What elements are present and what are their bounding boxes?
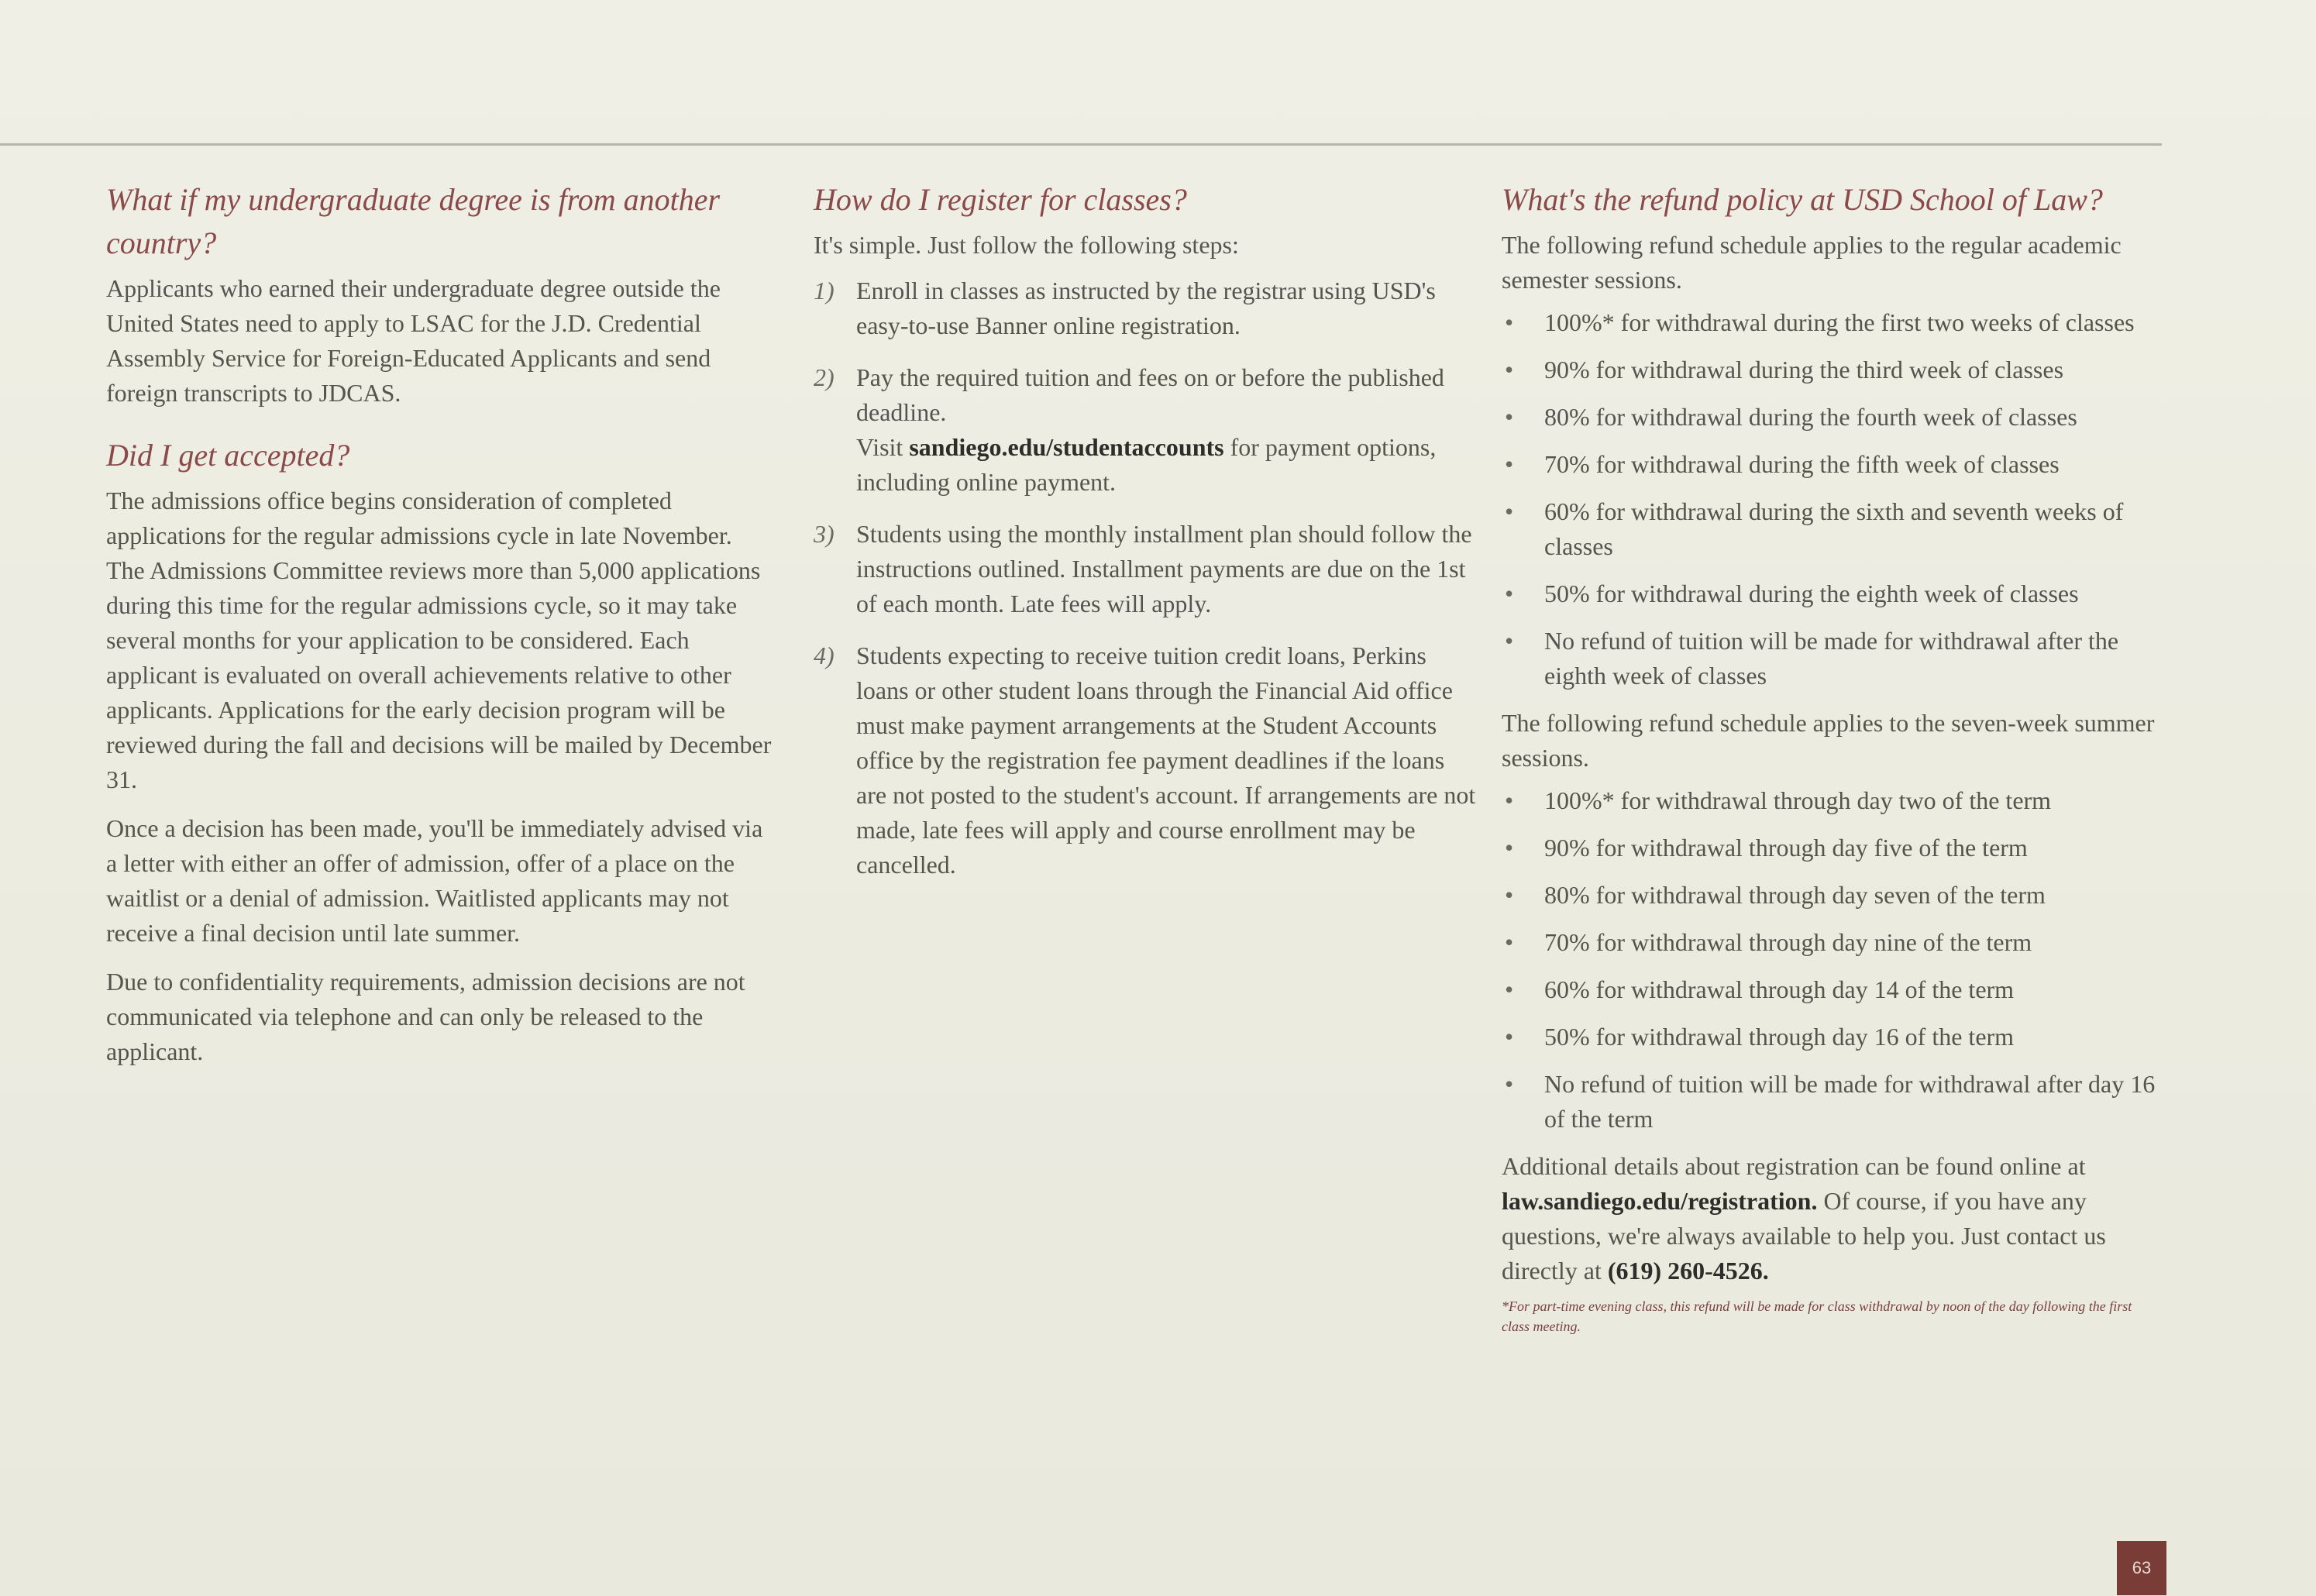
step-text: for payment options, including online payment. — [856, 433, 1437, 496]
step-number: 2) — [814, 363, 835, 391]
step-text: Enroll in classes as instructed by the registrar using USD's easy-to-use Banner online registration. — [856, 277, 1436, 339]
step-number: 4) — [814, 641, 835, 669]
bullet-icon: • — [1505, 881, 1514, 909]
refund-item: • 70% for withdrawal during the fifth week of classes — [1502, 447, 2160, 482]
step-item — [814, 517, 1476, 621]
bullet-icon: • — [1505, 627, 1514, 655]
bullet-icon: • — [1505, 308, 1514, 336]
para-foreign-degree: Applicants who earned their undergraduate degree outside the United States need to apply to LSAC for the J.D. Credential Assembly Service for Foreign-Educated Applicants and send foreign transcripts to JDCAS. — [106, 274, 721, 407]
heading-accepted: Did I get accepted? — [106, 438, 350, 473]
step-number: 1) — [814, 277, 835, 304]
step-text: Visit — [856, 433, 903, 461]
register-intro: It's simple. Just follow the following steps: — [814, 231, 1239, 259]
registration-link[interactable]: law.sandiego.edu/registration. — [1502, 1187, 1818, 1215]
phone-number[interactable]: (619) 260-4526. — [1607, 1257, 1769, 1285]
bullet-icon: • — [1505, 497, 1514, 525]
bullet-icon: • — [1505, 928, 1514, 956]
heading-refund: What's the refund policy at USD School of Law? — [1502, 182, 2103, 217]
refund-item: • 70% for withdrawal through day nine of the term — [1502, 925, 2160, 960]
bullet-icon: • — [1505, 1070, 1514, 1098]
step-number: 3) — [814, 520, 835, 548]
refund-item: • 100%* for withdrawal during the first two weeks of classes — [1502, 305, 2160, 340]
register-steps — [814, 273, 1476, 882]
bullet-icon: • — [1505, 975, 1514, 1003]
heading-foreign-degree: What if my undergraduate degree is from another country? — [106, 182, 721, 260]
refund-list-summer — [1502, 783, 2160, 1137]
para-decision: Once a decision has been made, you'll be immediately advised via a letter with either an offer of admission, offer of a place on the waitlist or a denial of admission. Waitlisted applicants may not receive a final decision until late summer. — [106, 814, 763, 947]
refund-footnote: *For part-time evening class, this refund will be made for class withdrawal by noon of the day following the first class meeting. — [1502, 1298, 2132, 1334]
bullet-icon: • — [1505, 786, 1514, 814]
para-admissions-review: The admissions office begins consideration of completed applications for the regular admissions cycle in late November. The Admissions Committee reviews more than 5,000 applications during this time for the regular admissions cycle, so it may take several months for your application to be considered. Each applicant is evaluated on overall achievements relative to other applicants. Applications for the early decision program will be reviewed during the fall and decisions will be mailed by December 31. — [106, 487, 772, 793]
refund-item: • 90% for withdrawal during the third week of classes — [1502, 353, 2160, 387]
heading-register: How do I register for classes? — [814, 182, 1187, 217]
refund-intro-semester: The following refund schedule applies to the regular academic semester sessions. — [1502, 231, 2122, 294]
top-divider — [0, 143, 2162, 146]
bullet-icon: • — [1505, 580, 1514, 607]
refund-item: • 80% for withdrawal through day seven of the term — [1502, 878, 2160, 913]
student-accounts-link[interactable]: sandiego.edu/studentaccounts — [909, 433, 1224, 461]
registration-closing: Additional details about registration can be found online at law.sandiego.edu/registration. Of course, if you have any questions, we're always available to help you. Just contact us directly at (619) 260-4526. — [1502, 1152, 2106, 1285]
refund-item: • 60% for withdrawal through day 14 of the term — [1502, 972, 2160, 1007]
column-admissions — [106, 178, 773, 1083]
refund-item: • No refund of tuition will be made for withdrawal after day 16 of the term — [1502, 1067, 2160, 1137]
bullet-icon: • — [1505, 1023, 1514, 1051]
refund-item: • 60% for withdrawal during the sixth and seventh weeks of classes — [1502, 494, 2160, 564]
step-item — [814, 638, 1476, 882]
refund-intro-summer: The following refund schedule applies to the seven-week summer sessions. — [1502, 709, 2155, 772]
refund-item: • 100%* for withdrawal through day two of the term — [1502, 783, 2160, 818]
step-text: Students expecting to receive tuition credit loans, Perkins loans or other student loans through the Financial Aid office must make payment arrangements at the Student Accounts office by the registration fee payment deadlines if the loans are not posted to the student's account. If arrangements are not made, late fees will apply and course enrollment may be cancelled. — [856, 641, 1476, 879]
refund-item: • 50% for withdrawal through day 16 of the term — [1502, 1020, 2160, 1054]
bullet-icon: • — [1505, 403, 1514, 431]
bullet-icon: • — [1505, 834, 1514, 862]
step-item — [814, 360, 1476, 500]
column-refund — [1502, 178, 2160, 1336]
page-number-badge: 63 — [2117, 1541, 2166, 1595]
refund-list-semester — [1502, 305, 2160, 693]
column-registration — [814, 178, 1476, 899]
step-item — [814, 273, 1476, 343]
refund-item: • No refund of tuition will be made for withdrawal after the eighth week of classes — [1502, 624, 2160, 693]
refund-item: • 50% for withdrawal during the eighth week of classes — [1502, 576, 2160, 611]
step-text: Students using the monthly installment plan should follow the instructions outlined. Installment payments are due on the 1st of each month. Late fees will apply. — [856, 520, 1472, 617]
step-text: Pay the required tuition and fees on or before the published deadline. — [856, 363, 1444, 426]
bullet-icon: • — [1505, 356, 1514, 384]
para-confidentiality: Due to confidentiality requirements, admission decisions are not communicated via telephone and can only be released to the applicant. — [106, 968, 745, 1065]
refund-item: • 90% for withdrawal through day five of the term — [1502, 831, 2160, 865]
refund-item: • 80% for withdrawal during the fourth week of classes — [1502, 400, 2160, 435]
bullet-icon: • — [1505, 450, 1514, 478]
